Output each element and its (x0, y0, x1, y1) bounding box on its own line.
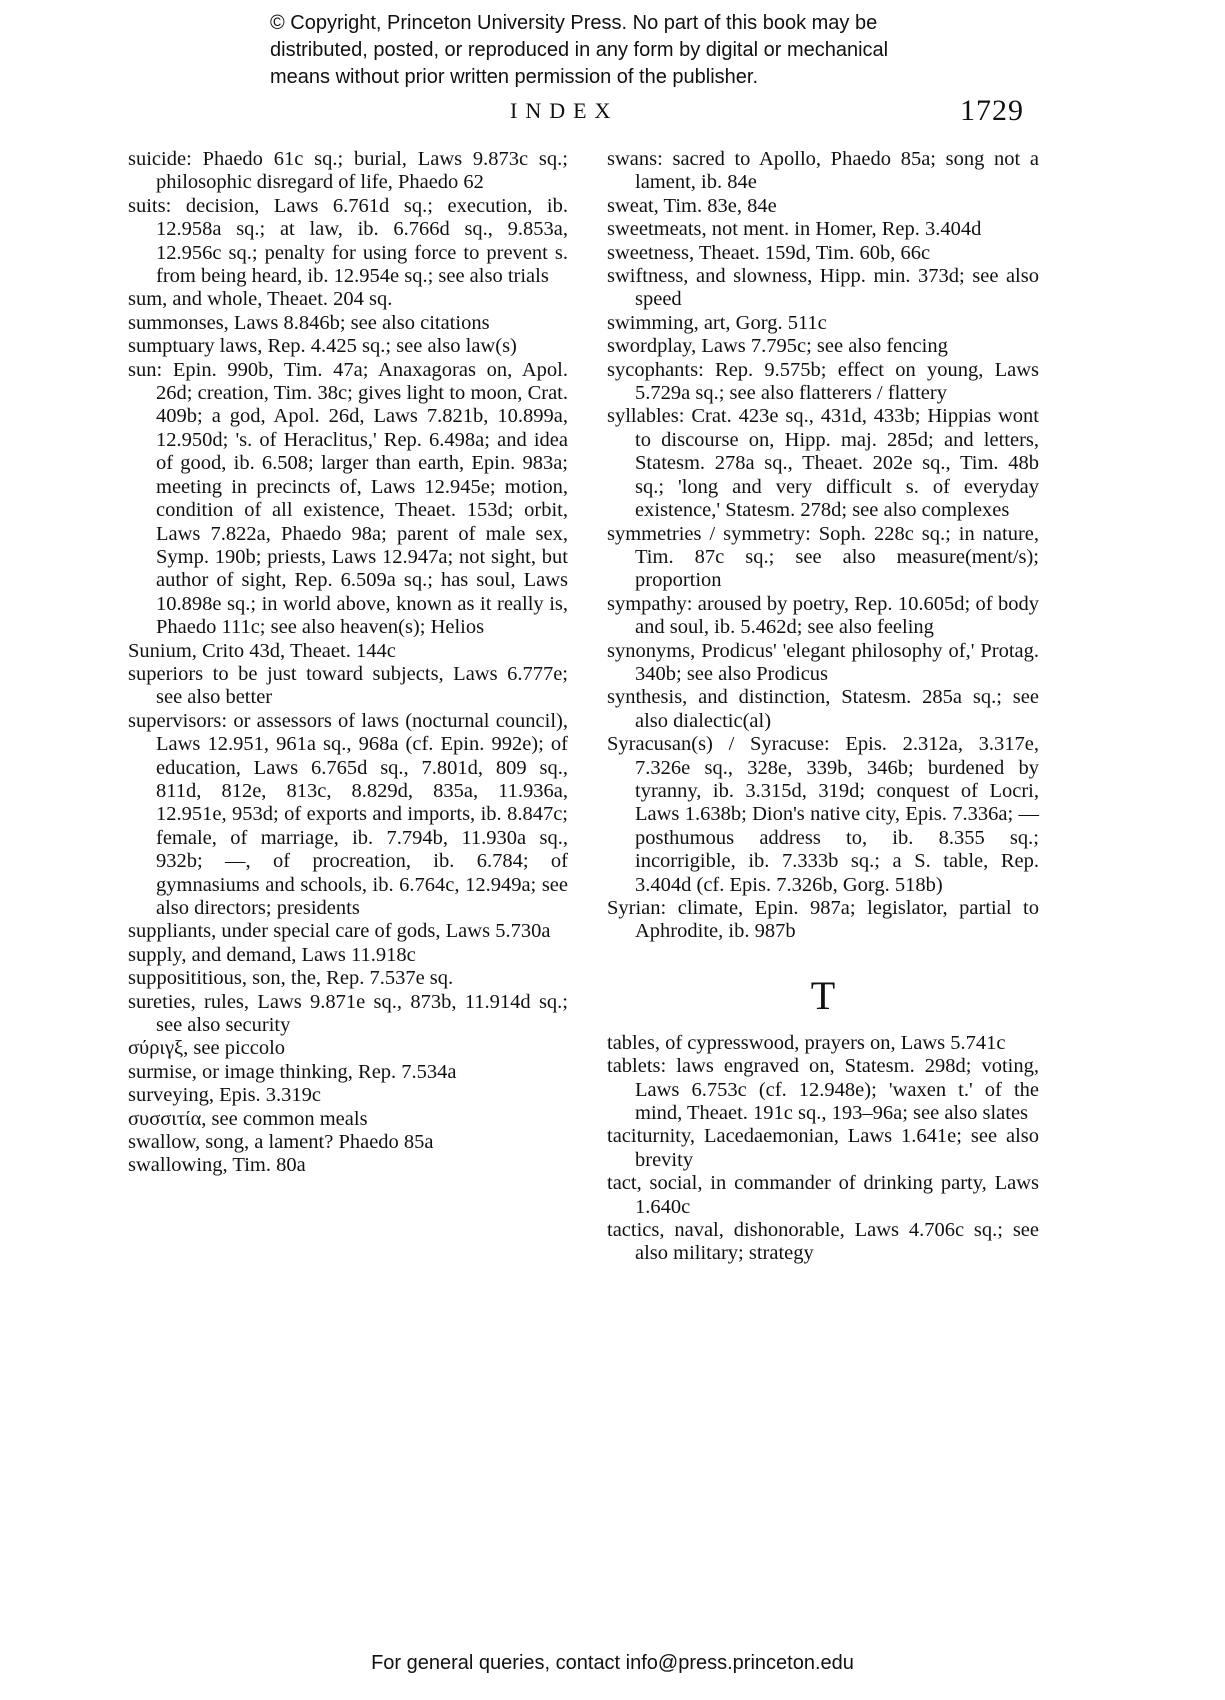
page-number: 1729 (960, 94, 1024, 127)
index-entry: tablets: laws engraved on, Statesm. 298d; voting, Laws 6.753c (cf. 12.948e); 'waxen t.' of the mind, Theaet. 191c sq., 193–96a; see also slates (607, 1055, 1039, 1125)
index-entry: swans: sacred to Apollo, Phaedo 85a; song not a lament, ib. 84e (607, 148, 1039, 194)
copyright-line: © Copyright, Princeton University Press. No part of this book may be (270, 12, 878, 34)
index-section-t (607, 1032, 1039, 1266)
index-entry: swiftness, and slowness, Hipp. min. 373d; see also speed (607, 265, 1039, 311)
index-entry: symmetries / symmetry: Soph. 228c sq.; in nature, Tim. 87c sq.; see also measure(ment/s); proportion (607, 522, 1039, 592)
index-entry: sympathy: aroused by poetry, Rep. 10.605d; of body and soul, ib. 5.462d; see also feeling (607, 592, 1039, 639)
index-entry: sweat, Tim. 83e, 84e (607, 194, 777, 217)
index-entry: sumptuary laws, Rep. 4.425 sq.; see also law(s) (128, 335, 517, 358)
index-entry: sweetmeats, not ment. in Homer, Rep. 3.404d (607, 218, 982, 241)
index-entry: superiors to be just toward subjects, Laws 6.777e; see also better (128, 662, 568, 709)
copyright-line: distributed, posted, or reproduced in any form by digital or mechanical (270, 39, 889, 61)
index-entry: sun: Epin. 990b, Tim. 47a; Anaxagoras on, Apol. 26d; creation, Tim. 38c; gives light to moon, Crat. 409b; a god, Apol. 26d, Laws 7.821b, 10.899a, 12.950d; 's. of Heraclitus,' Rep. 6.498a; and idea of good, ib. 6.508; larger than earth, Epin. 983a; meeting in precincts of, Laws 12.945e; motion, condition of all existence, Theaet. 153d; orbit, Laws 7.822a, Phaedo 98a; parent of male sex, Symp. 190b; priests, Laws 12.947a; not sight, but author of sight, Rep. 6.509a sq.; has soul, Laws 10.898e sq.; in world above, known as it really is, Phaedo 111c; see also heaven(s); Helios (128, 358, 568, 639)
index-entry: suicide: Phaedo 61c sq.; burial, Laws 9.873c sq.; philosophic disregard of life, Phaedo 62 (128, 148, 568, 194)
index-column-left (128, 148, 568, 1178)
index-entry: tables, of cypresswood, prayers on, Laws 5.741c (607, 1031, 1006, 1054)
index-entry: suppliants, under special care of gods, Laws 5.730a (128, 920, 551, 943)
index-section-s (607, 148, 1039, 944)
index-entry: συσσιτία, see common meals (128, 1107, 368, 1130)
index-entry: swordplay, Laws 7.795c; see also fencing (607, 335, 948, 358)
copyright-notice (270, 10, 1030, 91)
index-entry: Sunium, Crito 43d, Theaet. 144c (128, 639, 396, 662)
page-title: INDEX (510, 98, 619, 123)
index-entry: syllables: Crat. 423e sq., 431d, 433b; Hippias wont to discourse on, Hipp. maj. 285d; and letters, Statesm. 278a sq., Theaet. 202e sq., Tim. 48b sq.; 'long and very difficult s. of everyday existence,' Statesm. 278d; see also complexes (607, 405, 1039, 522)
index-entry: supply, and demand, Laws 11.918c (128, 943, 416, 966)
running-head (0, 94, 1225, 134)
index-entry: swimming, art, Gorg. 511c (607, 311, 827, 334)
index-entry: Syrian: climate, Epin. 987a; legislator, partial to Aphrodite, ib. 987b (607, 897, 1039, 943)
index-entry: tact, social, in commander of drinking party, Laws 1.640c (607, 1172, 1039, 1218)
index-column-right (607, 148, 1039, 1266)
index-entry: synthesis, and distinction, Statesm. 285a sq.; see also dialectic(al) (607, 686, 1039, 732)
index-entry: Syracusan(s) / Syracuse: Epis. 2.312a, 3.317e, 7.326e sq., 328e, 339b, 346b; burdened by tyranny, ib. 3.315d, 319d; conquest of Locri, Laws 1.638b; Dion's native city, Epis. 7.336a; — posthumous address to, ib. 8.355 sq.; incorrigible, ib. 7.333b sq.; a S. table, Rep. 3.404d (cf. Epis. 7.326b, Gorg. 518b) (607, 733, 1039, 896)
index-entry: tactics, naval, dishonorable, Laws 4.706c sq.; see also military; strategy (607, 1219, 1039, 1265)
index-entry: supervisors: or assessors of laws (nocturnal council), Laws 12.951, 961a sq., 968a (cf. Epin. 992e); of education, Laws 6.765d sq., 7.801d, 809 sq., 811d, 812e, 813c, 8.829d, 835a, 11.936a, 12.951e, 953d; of exports and imports, ib. 8.847c; female, of marriage, ib. 7.794b, 11.930a sq., 932b; —, of procreation, ib. 6.784; of gymnasiums and schools, ib. 6.764c, 12.949a; see also directors; presidents (128, 709, 568, 919)
index-entry: taciturnity, Lacedaemonian, Laws 1.641e; see also brevity (607, 1125, 1039, 1171)
index-entry: sum, and whole, Theaet. 204 sq. (128, 288, 393, 311)
index-entry: summonses, Laws 8.846b; see also citations (128, 311, 490, 334)
index-entry: surmise, or image thinking, Rep. 7.534a (128, 1060, 457, 1083)
section-letter-heading: T (810, 972, 836, 1018)
index-entry: sycophants: Rep. 9.575b; effect on young, Laws 5.729a sq.; see also flatterers / flattery (607, 358, 1039, 405)
footer-contact: For general queries, contact info@press.princeton.edu (371, 1652, 854, 1674)
index-entry: sweetness, Theaet. 159d, Tim. 60b, 66c (607, 241, 931, 264)
index-entry: swallow, song, a lament? Phaedo 85a (128, 1131, 434, 1154)
copyright-line: means without prior written permission of the publisher. (270, 66, 759, 88)
index-entry: suits: decision, Laws 6.761d sq.; execution, ib. 12.958a sq.; at law, ib. 6.766d sq., 9.853a, 12.956c sq.; penalty for using force to prevent s. from being heard, ib. 12.954e sq.; see also trials (128, 194, 568, 288)
index-entry: synonyms, Prodicus' 'elegant philosophy of,' Protag. 340b; see also Prodicus (607, 639, 1039, 685)
index-entry: swallowing, Tim. 80a (128, 1154, 306, 1177)
index-entry: supposititious, son, the, Rep. 7.537e sq. (128, 967, 454, 990)
index-entry: sureties, rules, Laws 9.871e sq., 873b, 11.914d sq.; see also security (128, 990, 568, 1037)
index-entry: surveying, Epis. 3.319c (128, 1084, 322, 1107)
index-entry: σύριγξ, see piccolo (128, 1037, 286, 1060)
